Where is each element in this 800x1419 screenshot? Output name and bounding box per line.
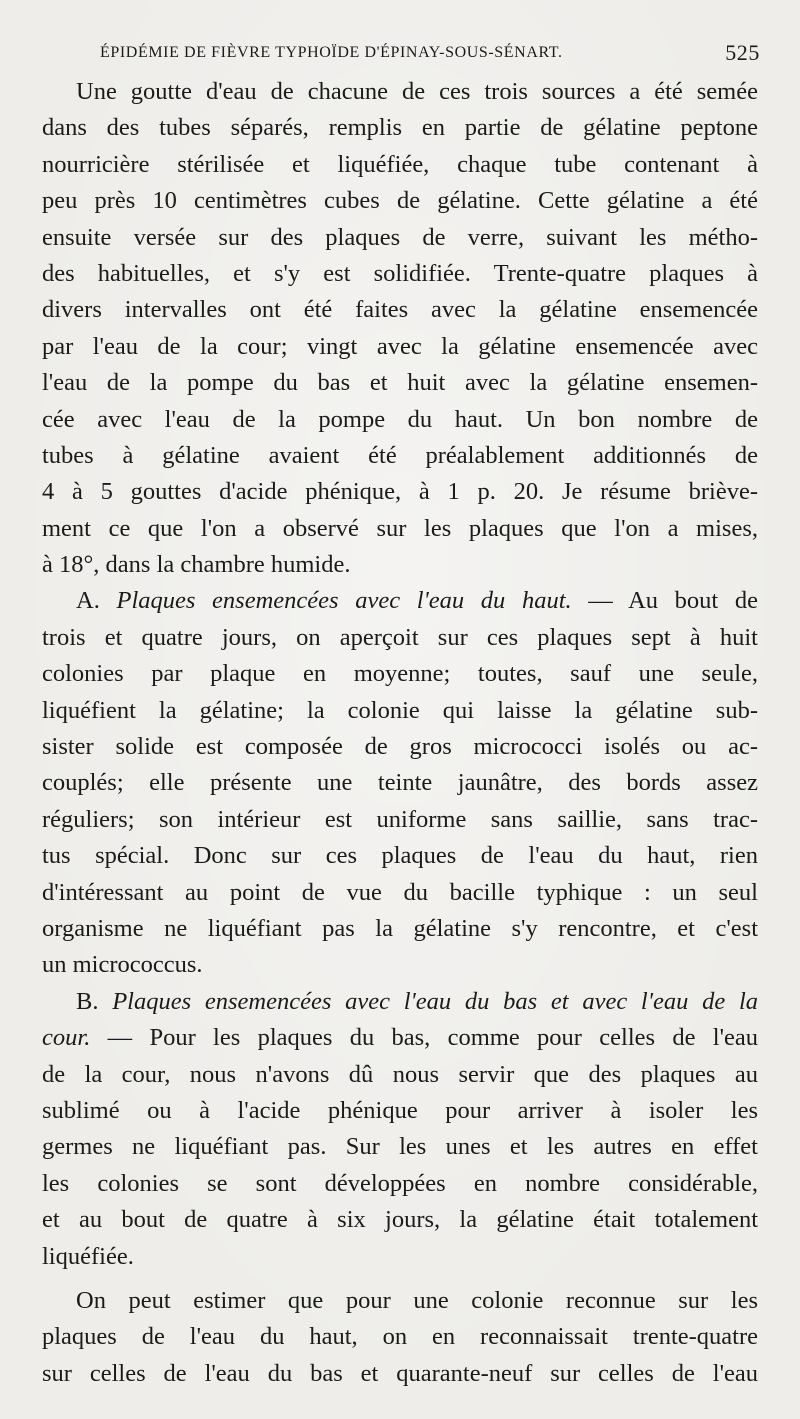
text-line: dans des tubes séparés, remplis en partie de gélatine peptone: [42, 114, 758, 142]
text-line: et au bout de quatre à six jours, la gélatine était totalement: [42, 1206, 758, 1234]
section-label: A.: [76, 587, 100, 615]
text-line: à 18°, dans la chambre humide.: [42, 551, 351, 579]
text-line: germes ne liquéfiant pas. Sur les unes et les autres en effet: [42, 1133, 758, 1161]
text-line: liquéfiée.: [42, 1242, 134, 1270]
paragraph: [42, 1283, 758, 1392]
text-line: organisme ne liquéfiant pas la gélatine s'y rencontre, et c'est: [42, 914, 758, 942]
section-label: B.: [76, 987, 99, 1015]
paragraph: [42, 74, 758, 583]
text-line: ensuite versée sur des plaques de verre, suivant les métho-: [42, 223, 758, 251]
paragraph: [42, 984, 758, 1275]
text-line: On peut estimer que pour une colonie reconnue sur les: [76, 1286, 758, 1314]
text-line: réguliers; son intérieur est uniforme sans saillie, sans trac-: [42, 805, 758, 833]
section-heading-continued: cour.: [42, 1024, 91, 1052]
text-line: l'eau de la pompe du bas et huit avec la gélatine ensemen-: [42, 369, 758, 397]
section-heading: Plaques ensemencées avec l'eau du haut.: [116, 587, 572, 615]
text-line: couplés; elle présente une teinte jaunâtre, des bords assez: [42, 769, 758, 797]
text-line: liquéfient la gélatine; la colonie qui laisse la gélatine sub-: [42, 696, 758, 724]
text-line: nourricière stérilisée et liquéfiée, chaque tube contenant à: [42, 150, 758, 178]
paragraph-gap: [42, 1275, 758, 1283]
text-line: sister solide est composée de gros micrococci isolés ou ac-: [42, 733, 758, 761]
text-line: de la cour, nous n'avons dû nous servir que des plaques au: [42, 1060, 758, 1088]
text-line: tus spécial. Donc sur ces plaques de l'eau du haut, rien: [42, 842, 758, 870]
text-fragment: — Pour les plaques du bas, comme pour celles de l'eau: [107, 1024, 758, 1052]
section-heading: Plaques ensemencées avec l'eau du bas et avec l'eau de la: [112, 987, 758, 1015]
text-line: tubes à gélatine avaient été préalablement additionnés de: [42, 441, 758, 469]
text-line: [42, 1020, 758, 1056]
text-line: plaques de l'eau du haut, on en reconnaissait trente-quatre: [42, 1323, 758, 1351]
text-line: les colonies se sont développées en nombre considérable,: [42, 1169, 758, 1197]
text-line: [42, 583, 758, 619]
text-line: Une goutte d'eau de chacune de ces trois sources a été semée: [76, 78, 758, 105]
text-line: 4 à 5 gouttes d'acide phénique, à 1 p. 20. Je résume briève-: [42, 478, 758, 506]
text-line: d'intéressant au point de vue du bacille typhique : un seul: [42, 878, 758, 906]
running-header: [100, 38, 760, 68]
body-text: [42, 74, 758, 1392]
text-line: cée avec l'eau de la pompe du haut. Un bon nombre de: [42, 405, 758, 433]
text-line: trois et quatre jours, on aperçoit sur ces plaques sept à huit: [42, 623, 758, 651]
text-line: par l'eau de la cour; vingt avec la gélatine ensemencée avec: [42, 332, 758, 360]
running-title: ÉPIDÉMIE DE FIÈVRE TYPHOÏDE D'ÉPINAY-SOUS-SÉNART.: [100, 44, 563, 61]
text-line: des habituelles, et s'y est solidifiée. Trente-quatre plaques à: [42, 259, 758, 287]
text-fragment: — Au bout de: [588, 587, 759, 615]
text-line: [42, 984, 758, 1020]
text-line: colonies par plaque en moyenne; toutes, sauf une seule,: [42, 660, 758, 688]
text-line: divers intervalles ont été faites avec la gélatine ensemencée: [42, 296, 758, 324]
page-number: 525: [725, 40, 760, 65]
text-line: ment ce que l'on a observé sur les plaques que l'on a mises,: [42, 514, 758, 542]
text-line: un micrococcus.: [42, 951, 203, 979]
text-line: sur celles de l'eau du bas et quarante-neuf sur celles de l'eau: [42, 1359, 758, 1387]
text-line: peu près 10 centimètres cubes de gélatine. Cette gélatine a été: [42, 187, 758, 215]
text-line: sublimé ou à l'acide phénique pour arriver à isoler les: [42, 1096, 758, 1124]
paragraph: [42, 583, 758, 983]
